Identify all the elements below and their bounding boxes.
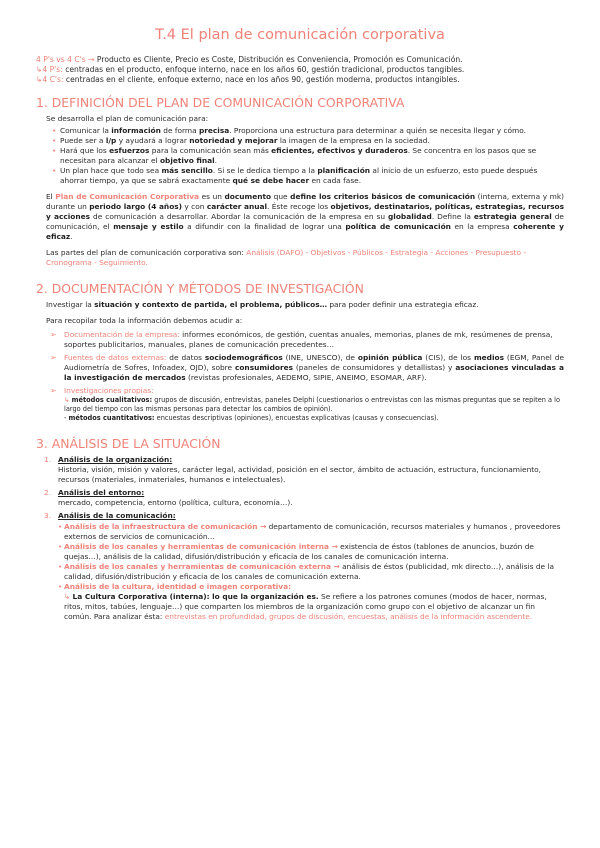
section-3-heading: 3. ANÁLISIS DE LA SITUACIÓN [36, 436, 221, 451]
list-item: ➢ Fuentes de datos externas: de datos sociodemográficos (INE, UNESCO), de opinión pública (CIS), de los medios (EGM, Panel de Audiometría de Sofres, Infoadex, OJD), sobre consumidores (paneles de consumidores y detallistas) y asociaciones vinculadas a la investigación de mercados (revistas profesionales, AEDEMO, SIPIE, ANEIMO, ESOMAR, ARF). [50, 353, 565, 382]
intro-4ps: ↳4 P's: centradas en el producto, enfoque interno, nace en los años 60, gestión tradicional, productos tangibles. [36, 65, 465, 74]
communication-analysis-list [58, 522, 564, 622]
list-item: 2. Análisis del entorno: mercado, competencia, entorno (política, cultura, economía…). [44, 488, 293, 507]
section-2-lead: Investigar la situación y contexto de partida, el problema, públicos… para poder definir una estrategia eficaz. [46, 300, 479, 309]
list-item: • Análisis de los canales y herramientas de comunicación externa → análisis de éstos (publicidad, mk directo…), análisis de la calidad, difusión/distribución y eficacia de los canales de comunicación externa. [64, 562, 564, 582]
list-item: 1. Análisis de la organización: Historia, visión, misión y valores, carácter legal, actividad, posición en el sector, ámbito de actuación, estructura, funcionamiento, recursos (materiales, inmateriales, humanos e intelectuales). [44, 455, 542, 484]
corporate-culture-note: ↳ La Cultura Corporativa (interna): lo que la organización es. Se refiere a los patrones comunes (modos de hacer, normas, ritos, mitos, tabúes, lenguaje…) que comparten los miembros de la organización como grupo con el objetivo de alcanzar un fin común. Para analizar ésta: entrevistas en profundidad, grupos de discusión, encuestas, análisis de la información ascendente. [64, 592, 547, 621]
qualitative-methods: ↳ métodos cualitativos: grupos de discusión, entrevistas, paneles Delphi (cuestionarios o entrevistas con las mismas preguntas que se repiten a lo largo del tiempo con las mismas personas para detectar los cambios de opinión). [64, 396, 561, 413]
section-2-intro: Para recopilar toda la información debemos acudir a: [46, 316, 243, 325]
list-item: • Análisis de la infraestructura de comunicación → departamento de comunicación, recursos materiales y humanos , proveedores externos de servicios de comunicación… [64, 522, 564, 542]
list-item: • Hará que los esfuerzos para la comunicación sean más eficientes, efectivos y duraderos. Se concentra en los pasos que se necesitan para alcanzar el objetivo final. [60, 146, 564, 166]
list-item: • Análisis de la cultura, identidad e imagen corporativa: ↳ La Cultura Corporativa (interna): lo que la organización es. Se refiere a los patrones comunes (modos de hacer, normas, ritos, mitos, tabúes, lenguaje…) que comparten los miembros de la organización como grupo con el objetivo de alcanzar un fin común. Para analizar ésta: entrevistas en profundidad, grupos de discusión, encuestas, análisis de la información ascendente. [64, 582, 564, 622]
intro-block [36, 55, 564, 85]
list-item: • Un plan hace que todo sea más sencillo. Si se le dedica tiempo a la planificación al inicio de un esfuerzo, esto puede después ahorrar tiempo, ya que se sabrá exactamente qué se debe hacer en cada fase. [60, 166, 564, 186]
list-item: • Puede ser a l/p y ayudará a lograr notoriedad y mejorar la imagen de la empresa en la sociedad. [60, 136, 564, 146]
intro-line: 4 P's vs 4 C's → Producto es Cliente, Precio es Coste, Distribución es Conveniencia, Promoción es Comunicación. [36, 55, 463, 64]
list-item: ➢ Investigaciones propias: ↳ métodos cualitativos: grupos de discusión, entrevistas, paneles Delphi (cuestionarios o entrevistas con las mismas preguntas que se repiten a lo largo del tiempo con las mismas personas para detectar los cambios de opinión). - métodos cuantitativos: encuestas descriptivas (opiniones), encuestas explicativas (causas y consecuencias). [64, 386, 564, 423]
section-2-body [36, 300, 564, 423]
section-2-heading: 2. DOCUMENTACIÓN Y MÉTODOS DE INVESTIGACIÓN [36, 281, 364, 296]
arrow-bullet-icon: ➢ [50, 353, 57, 362]
section-3-list [36, 455, 564, 622]
list-item: • Comunicar la información de forma precisa. Proporciona una estructura para determinar a quién se necesita llegar y cómo. [60, 126, 564, 136]
list-item: 3. Análisis de la comunicación: • Análisis de la infraestructura de comunicación → departamento de comunicación, recursos materiales y humanos , proveedores externos de servicios de comunicación… • Análisis de los canales y herramientas de comunicación interna → existencia de éstos (tablones de anuncios, buzón de quejas…), análisis de la calidad, difusión/distribución y eficacia de los canales de comunicación interna. • Análisis de los canales y herramientas de comunicación externa → análisis de éstos (publicidad, mk directo…), análisis de la calidad, difusión/distribución y eficacia de los canales de comunicación externa. • Análisis de la cultura, identidad e imagen corporativa: ↳ La Cultura Corporativa (interna): lo que la organización es. Se refiere a los patrones comunes (modos de hacer, normas, ritos, mitos, tabúes, lenguaje…) que comparten los miembros de la organización como grupo con el objetivo de alcanzar un fin común. Para analizar ésta: entrevistas en profundidad, grupos de discusión, encuestas, análisis de la información ascendente. [58, 511, 564, 622]
section-1-bullets [46, 126, 564, 186]
section-1-paragraph: El Plan de Comunicación Corporativa es un documento que define los criterios básicos de comunicación (interna, externa y mk) durante un periodo largo (4 años) y con carácter anual. Éste recoge los objetivos, destinatarios, políticas, estrategias, recursos y acciones de comunicación a desarrollar. Abordar la comunicación de la empresa en su globalidad. Define la estrategia general de comunicación, el mensaje y estilo a difundir con la finalidad de lograr una política de comunicación en la empresa coherente y eficaz. [46, 192, 564, 241]
intro-4cs: ↳4 C's: centradas en el cliente, enfoque externo, nace en los años 90, gestión moderna, productos intangibles. [36, 75, 460, 84]
section-1-body [36, 114, 564, 268]
page-title: T.4 El plan de comunicación corporativa [155, 27, 445, 43]
arrow-bullet-icon: ➢ [50, 386, 57, 395]
arrow-bullet-icon: ➢ [50, 330, 57, 339]
list-item: ➢ Documentación de la empresa: informes económicos, de gestión, cuentas anuales, memorias, planes de mk, resúmenes de prensa, soportes publicitarios, manuales, planes de comunicación precedentes… [50, 330, 553, 349]
list-item: • Análisis de los canales y herramientas de comunicación interna → existencia de éstos (tablones de anuncios, buzón de quejas…), análisis de la calidad, difusión/distribución y eficacia de los canales de comunicación interna. [64, 542, 564, 562]
section-1-heading: 1. DEFINICIÓN DEL PLAN DE COMUNICACIÓN CORPORATIVA [36, 95, 405, 110]
quantitative-methods: - métodos cuantitativos: encuestas descriptivas (opiniones), encuestas explicativas (causas y consecuencias). [64, 414, 439, 422]
section-2-sources [46, 330, 564, 423]
section-1-lead: Se desarrolla el plan de comunicación para: [46, 114, 209, 123]
section-1-parts: Las partes del plan de comunicación corporativa son: Análisis (DAFO) - Objetivos - Públicos - Estrategia - Acciones - Presupuesto - Cronograma - Seguimiento. [46, 248, 526, 267]
